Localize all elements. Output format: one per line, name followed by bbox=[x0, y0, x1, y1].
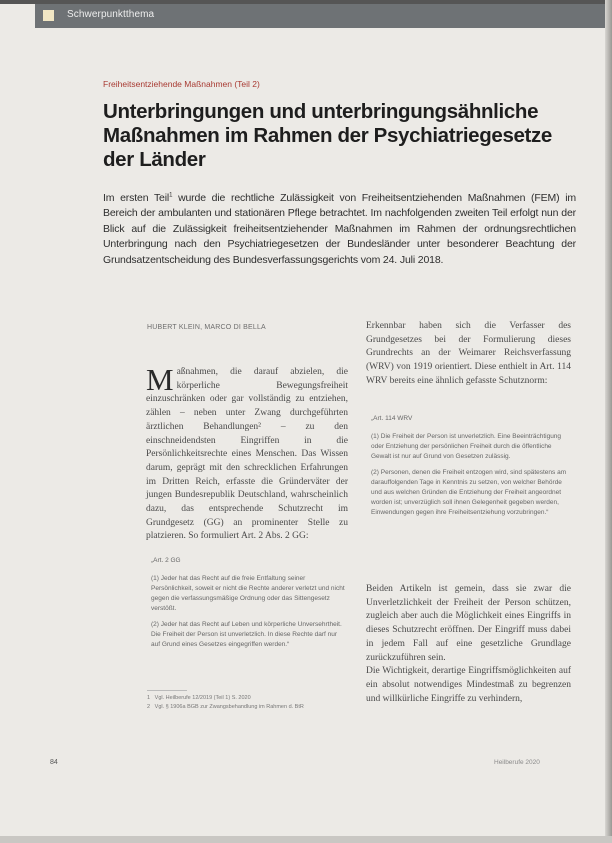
article-lead bbox=[103, 191, 576, 268]
journal-footer: Heilberufe 2020 bbox=[494, 759, 540, 766]
footnotes bbox=[147, 690, 347, 712]
lead-text-start: Im ersten Teil bbox=[103, 192, 170, 204]
body-column-left bbox=[146, 362, 348, 544]
quote-paragraph-2: (2) Jeder hat das Recht auf Leben und körperliche Unversehrtheit. Die Freiheit der Person ist unverletzlich. In diese Rechte darf nur auf Grund eines Gesetzes eingegriffen werden.“ bbox=[151, 621, 342, 648]
section-label: Schwerpunktthema bbox=[67, 9, 155, 20]
footnote-divider bbox=[147, 690, 187, 691]
scan-edge-bottom bbox=[0, 836, 612, 843]
footnote-ref: 1 bbox=[169, 192, 173, 199]
lead-text-rest: wurde die rechtliche Zulässigkeit von Freiheitsentziehenden Maßnahmen (FEM) im Bereich der ambulanten und stationären Pflege betrachtet. Im nachfolgenden zweiten Teil erfolgt nun der Blick auf die Zulässigkeit freiheitsentziehender Maßnahmen im Rahmen der ordnungsrechtlichen Unterbringung nach den Psychiatriegesetzen der Bundesländer unter besonderer Beachtung der Grundsatzentscheidung des Bundesverfassungsgerichts vom 24. Juli 2018. bbox=[103, 192, 576, 266]
quote-heading: „Art. 2 GG bbox=[151, 557, 181, 564]
quote-paragraph-1: (1) Die Freiheit der Person ist unverletzlich. Eine Beeinträchtigung oder Entziehung der persönlichen Freiheit durch die öffentliche Gewalt ist nur auf Grund von Gesetzen zulässig. bbox=[371, 433, 562, 460]
square-icon bbox=[43, 10, 54, 21]
quote-box-wrv bbox=[371, 414, 569, 524]
page-number: 84 bbox=[50, 759, 58, 766]
scan-edge-right bbox=[605, 0, 612, 843]
article-title: Unterbringungen und unterbringungsähnliche Maßnahmen im Rahmen der Psychiatriegesetze der Länder bbox=[103, 100, 552, 171]
quote-heading: „Art. 114 WRV bbox=[371, 415, 413, 422]
body-column-right-bottom: Beiden Artikeln ist gemein, dass sie zwar die Unverletzlichkeit der Freiheit der Person schützen, zugleich aber auch die Möglichkeit eines Eingriffs in dieses Schutzrecht eröffnen. Der Eingriff muss dabei in jedem Fall auf eine gesetzliche Grundlage zurückzuführen sein. Die Wichtigkeit, derartige Eingriffsmöglichkeiten auf ein absolut notwendiges Mindestmaß zu begrenzen und willkürliche Eingriffe zu verhindern, bbox=[366, 584, 571, 704]
quote-paragraph-2: (2) Personen, denen die Freiheit entzogen wird, sind spätestens am darauffolgenden Tage in Kenntnis zu setzen, von welcher Behörde und aus welchen Gründen die Entziehung der Freiheit angeordnet worden ist; unverzüglich soll ihnen Gelegenheit gegeben werden, Einwendungen gegen ihre Freiheitsentziehung vorzubringen.“ bbox=[371, 469, 567, 516]
body-column-right-top: Erkennbar haben sich die Verfasser des Grundgesetzes bei der Formulierung dieses Grundrechts an der Weimarer Reichsverfassung (WRV) von 1919 orientiert. Diese enthielt in Art. 114 WRV bereits eine ähnlich gefasste Schutznorm: bbox=[366, 321, 571, 386]
article-kicker: Freiheitsentziehende Maßnahmen (Teil 2) bbox=[103, 79, 260, 89]
drop-cap: M bbox=[146, 362, 174, 397]
article-authors: HUBERT KLEIN, MARCO DI BELLA bbox=[147, 324, 266, 331]
quote-paragraph-1: (1) Jeder hat das Recht auf die freie Entfaltung seiner Persönlichkeit, soweit er nicht die Rechte anderer verletzt und nicht gegen die verfassungsmäßige Ordnung oder das Sittengesetz verstößt. bbox=[151, 575, 345, 612]
footnote-item: 2 Vgl. § 1906a BGB zur Zwangsbehandlung im Rahmen d. BtR bbox=[147, 704, 304, 710]
section-header-bar bbox=[35, 4, 605, 28]
body-text-left: aßnahmen, die darauf abzielen, die körperliche Bewegungsfreiheit einzuschränken oder gar vollständig zu entziehen, zählen – neben unter Zwang durchgeführten ärztlichen Behandlungen² – zu den einschneidendsten Eingriffen in die Persönlichkeitsrechte eines Menschen. Das Wissen darum, geprägt mit den schrecklichen Erfahrungen im Dritten Reich, erfasste die Gründerväter der jungen Bundesrepublik Deutschland, wahrscheinlich dazu, das entsprechende Schutzrecht im Grundgesetz (GG) an prominenter Stelle zu platzieren. So formuliert Art. 2 Abs. 2 GG: bbox=[146, 367, 348, 542]
footnote-item: 1 Vgl. Heilberufe 12/2019 (Teil 1) S. 2020 bbox=[147, 695, 251, 701]
quote-box-gg bbox=[151, 556, 346, 656]
